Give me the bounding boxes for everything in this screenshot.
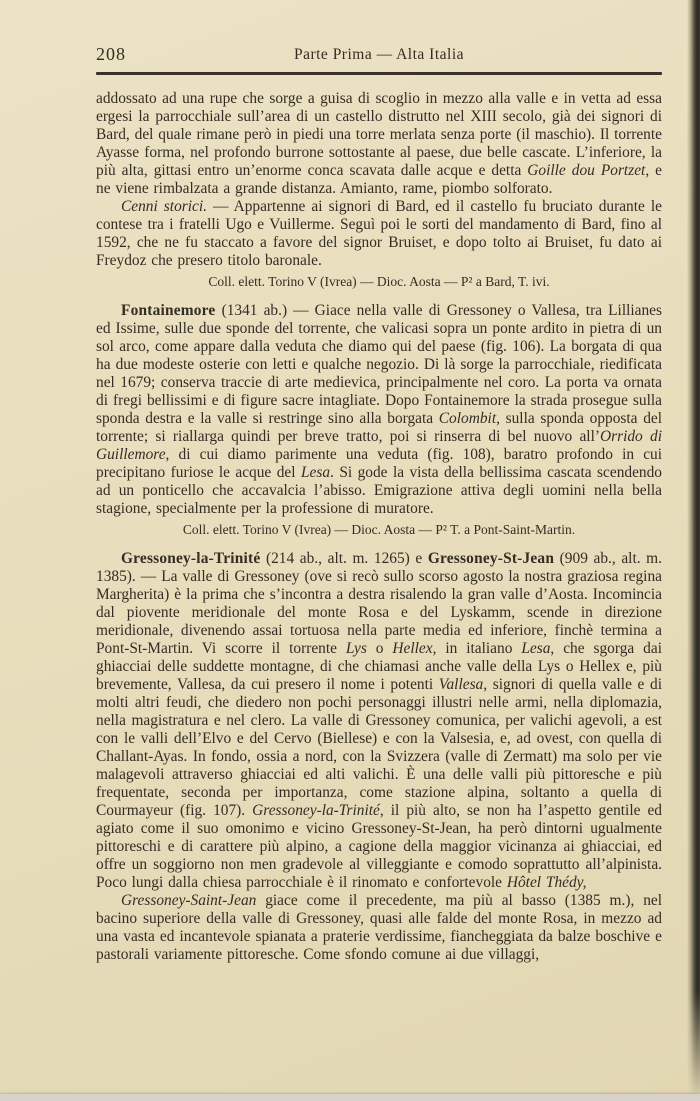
- text-run: Hellex: [392, 640, 433, 657]
- text-run: Vallesa: [438, 676, 484, 693]
- paragraph: [96, 302, 662, 518]
- text-run: (214 ab., alt. m. 1265) e: [260, 550, 428, 567]
- text-run: (1341 ab.) — Giace nella valle di Gressoney o Vallesa, tra Lillianes ed Issime, sulle due sponde del torrente, che valicasi sopra un ponte ardito in pietra di un sol arco, come appare dalla veduta che diamo qui del paese (fig. 106). La borgata di qua ha due modeste osterie con letti e qualche negozio. Di là sorge la parrocchiale, riedificata nel 1679; conserva traccie di arte medievica, principalmente nel coro. La porta va ornata di fregi bellissimi e di figure sacre intagliate. Dopo Fontainemore la strada prosegue sulla sponda destra e la valle si restringe sino alla borgata: [96, 302, 662, 427]
- text-run: , in italiano: [432, 640, 522, 657]
- reference-line: [96, 274, 662, 290]
- text-run: Colombit: [438, 410, 497, 427]
- text-run: Gressoney-St-Jean: [427, 550, 555, 567]
- text-run: Goille dou Portzet: [527, 162, 646, 179]
- book-page: [96, 44, 662, 964]
- text-run: Cenni storici.: [121, 198, 207, 215]
- text-run: o: [366, 640, 393, 657]
- text-run: Coll. elett. Torino V (Ivrea) — Dioc. Aosta — P² T. a Pont-Saint-Martin.: [182, 522, 576, 537]
- paragraph: [96, 550, 662, 892]
- text-run: , il più alto, se non ha l’aspetto gentile ed agiato come il suo omonimo e vicino Gressoney-St-Jean, ha però dintorni ugualmente pittoreschi e di carattere più alpino, a cagione della maggior vicinanza ai ghiacciai, ed offre un soggiorno non men gradevole al villeggiante e comodo soprattutto all’alpinista. Poco lungi dalla chiesa parrocchiale è il rinomato e confortevole: [96, 802, 662, 891]
- text-run: , di cui diamo parimente una veduta (fig. 108), baratro profondo in cui precipitano furiose le acque del: [96, 446, 662, 481]
- text-run: Hôtel Thédy,: [506, 874, 587, 891]
- text-run: , e ne viene rimbalzata a grande distanza. Amianto, rame, piombo solforato.: [96, 162, 662, 197]
- paragraph: [96, 892, 662, 964]
- page-number: 208: [96, 44, 126, 64]
- page-body: [96, 90, 662, 964]
- text-run: Fontainemore: [121, 302, 216, 319]
- running-header: [96, 44, 662, 64]
- text-run: Gressoney-la-Trinité: [252, 802, 380, 819]
- text-run: , che sgorga dai ghiacciai delle suddette montagne, di che chiamasi anche valle della Lys o Hellex e, più brevemente, Vallesa, da cui presero il nome i potenti: [96, 640, 662, 693]
- text-run: Lesa: [521, 640, 551, 657]
- running-title: Parte Prima — Alta Italia: [293, 46, 465, 63]
- text-run: (909 ab., alt. m. 1385). — La valle di Gressoney (ove si recò sullo scorso agosto la nostra graziosa regina Margherita) è la prima che s’incontra a destra risalendo la gran valle d’Aosta. Incomincia dal piovente meridionale del monte Rosa e del Lyskamm, scende in direzione meridionale, divenendo assai tortuosa nella parte media ed inferiore, finchè termina a Pont-St-Martin. Vi scorre il torrente: [96, 550, 662, 657]
- text-run: Gressoney-la-Trinité: [121, 550, 261, 567]
- text-run: Orrido di Guillemore: [96, 428, 662, 463]
- text-run: , sulla sponda opposta del torrente; si riallarga quindi per breve tratto, poi si rinserra di bel nuovo all’: [96, 410, 662, 445]
- text-run: Coll. elett. Torino V (Ivrea) — Dioc. Aosta — P² a Bard, T. ivi.: [208, 274, 550, 289]
- text-run: giace come il precedente, ma più al basso (1385 m.), nel bacino superiore della valle di Gressoney, quasi alle falde del monte Rosa, in mezzo ad una vasta ed incantevole spianata a praterie verdissime, fiancheggiata da balze boschive e pastorali variamente pittoresche. Come sfondo comune ai due villaggi,: [96, 892, 662, 963]
- page-scan-bottom-edge: [0, 1094, 700, 1101]
- reference-line: [96, 522, 662, 538]
- text-run: — Appartenne ai signori di Bard, ed il castello fu bruciato durante le contese tra i fratelli Ugo e Vuillerme. Seguì poi le sorti del mandamento di Bard, fino al 1592, che ne fu staccato a favore del signor Bruiset, e dopo tolto ai Bruiset, fu dato ai Freydoz che presero titolo baronale.: [96, 198, 662, 269]
- text-run: Gressoney-Saint-Jean: [121, 892, 257, 909]
- page-scan-right-edge: [687, 0, 700, 1101]
- text-run: , signori di quella valle e di molti altri feudi, che diedero non pochi personaggi illustri nelle armi, nella diplomazia, nella magistratura e nel clero. La valle di Gressoney comunica, per valichi agevoli, a est con le valli dell’Elvo e del Cervo (Biellese) e con la Valsesia, e, ad ovest, con quella di Challant-Ayas. In fondo, ossia a nord, con la Svizzera (valle di Zermatt) ma solo per vie malagevoli attraverso ghiacciai ed alti valichi. È una delle valli più pittoresche e più frequentate, seconda per importanza, come stazione alpina, soltanto a quella di Courmayeur (fig. 107).: [96, 676, 662, 819]
- text-run: addossato ad una rupe che sorge a guisa di scoglio in mezzo alla valle e in vetta ad essa ergesi la parrocchiale sull’area di un castello distrutto nel XIII secolo, già dei signori di Bard, del quale rimane però in piedi una torre merlata senza porte (il maschio). Il torrente Ayasse forma, nel profondo burrone sottostante al paese, due belle cascate. L’inferiore, la più alta, gittasi entro un’enorme conca scavata dalle acque e detta: [96, 90, 662, 179]
- text-run: Lesa: [300, 464, 331, 481]
- text-run: Lys: [345, 640, 367, 657]
- paragraph: [96, 90, 662, 198]
- paragraph: [96, 198, 662, 270]
- header-rule: [96, 72, 662, 75]
- text-run: . Si gode la vista della bellissima cascata scendendo ad un ponticello che accavalcia l’abisso. Emigrazione attiva degli uomini nella bella stagione, specialmente per la professione di muratore.: [96, 464, 663, 517]
